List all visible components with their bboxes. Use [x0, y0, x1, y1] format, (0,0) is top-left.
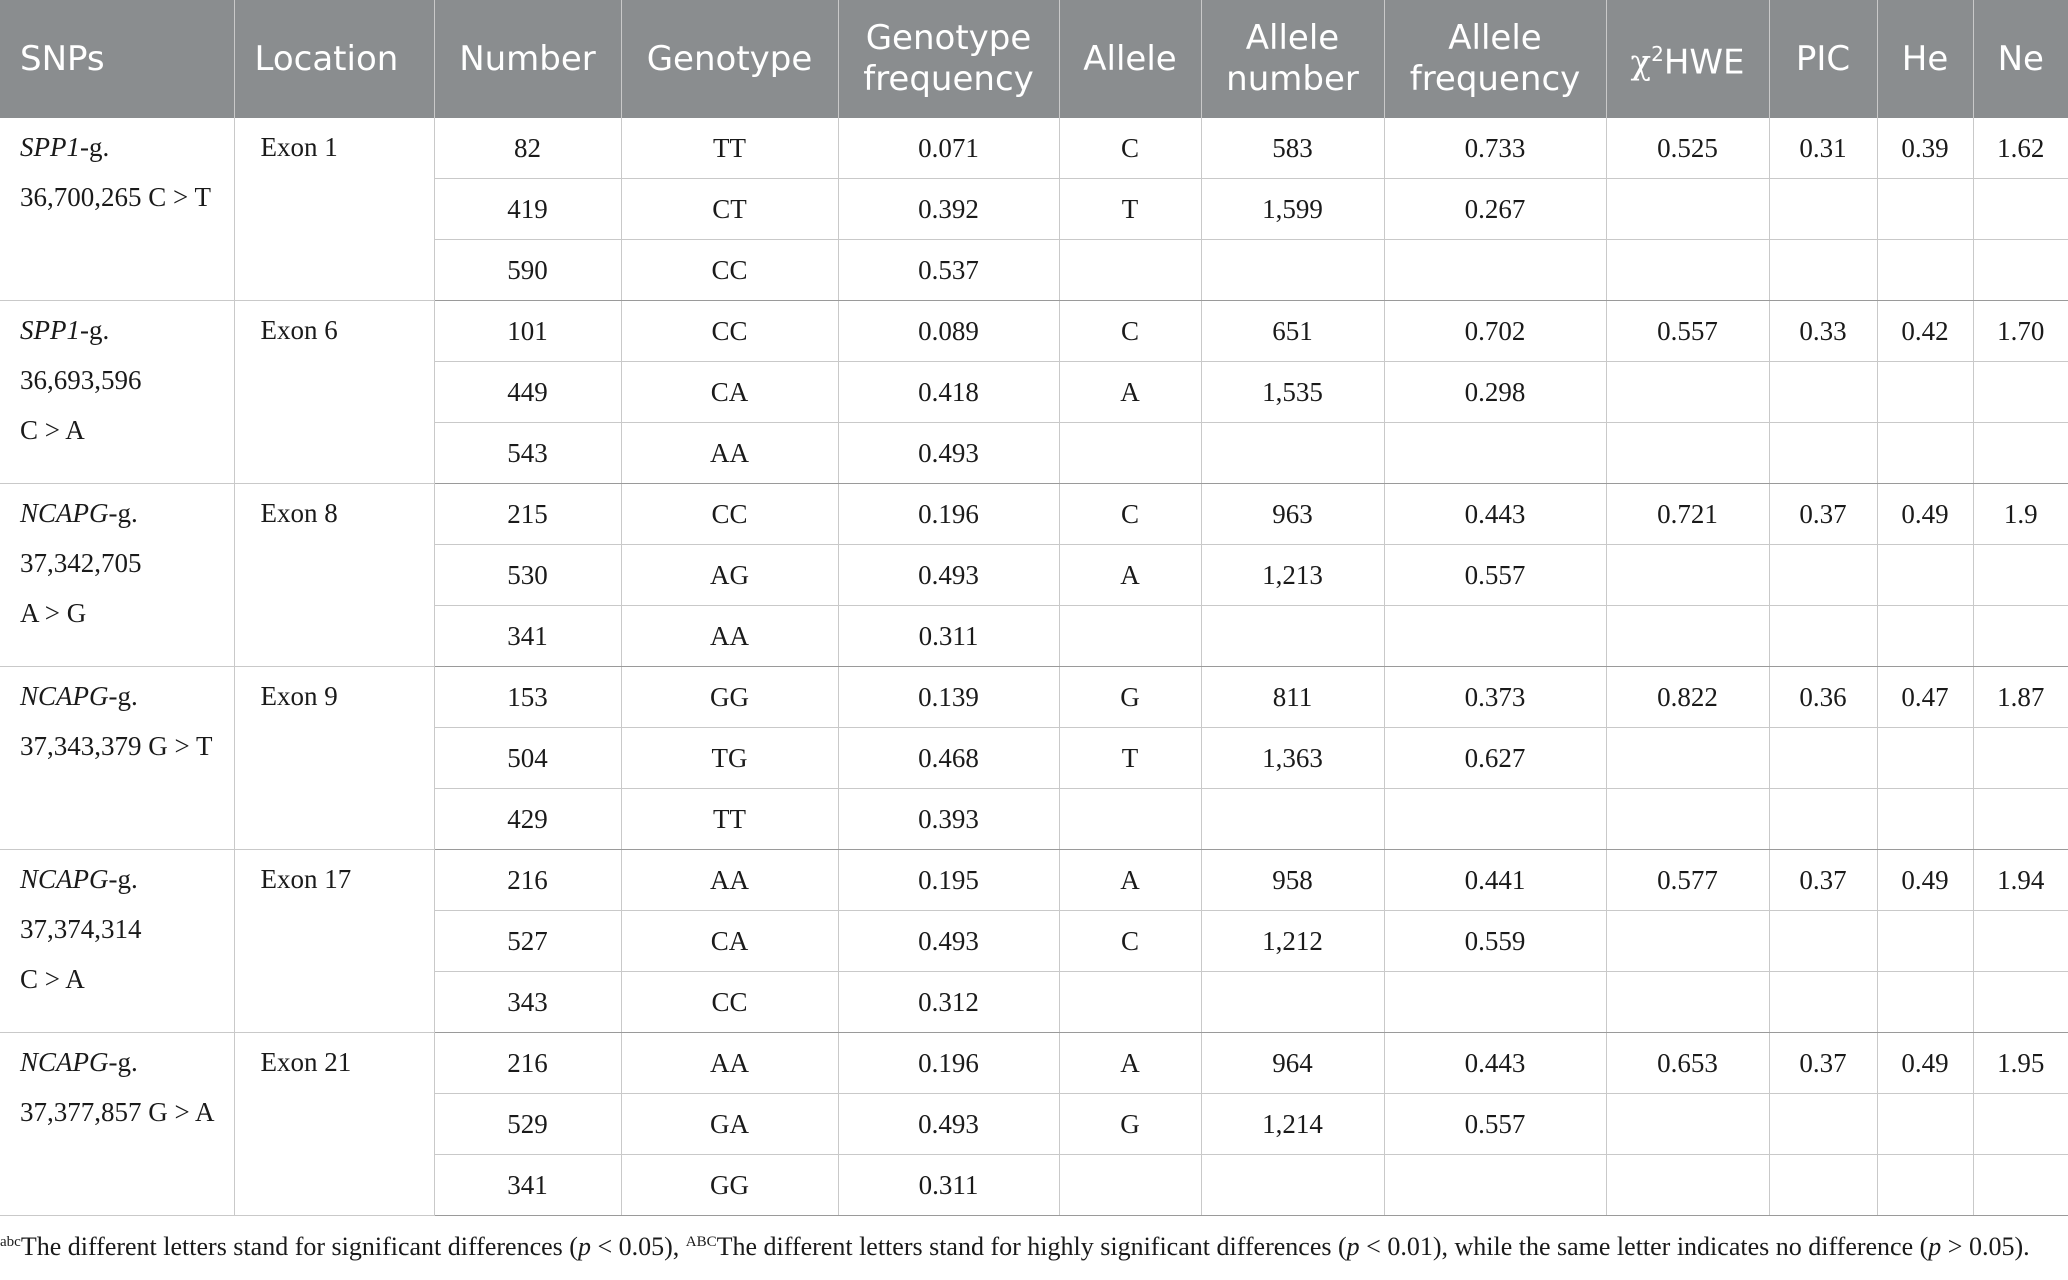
allele-frequency-cell: 0.441 [1384, 850, 1606, 911]
ne-cell [1973, 179, 2068, 240]
header-allele-frequency: Allele frequency [1384, 0, 1606, 118]
header-snps: SNPs [0, 0, 234, 118]
allele-number-cell: 583 [1201, 118, 1384, 179]
pic-cell [1769, 911, 1877, 972]
number-cell: 82 [434, 118, 621, 179]
he-cell [1877, 972, 1973, 1033]
allele-number-cell [1201, 423, 1384, 484]
snp-name-cell [0, 1033, 234, 1216]
allele-number-cell [1201, 789, 1384, 850]
genotype-cell: CC [621, 972, 838, 1033]
genotype-cell: GA [621, 1094, 838, 1155]
genotype-cell: AG [621, 545, 838, 606]
genotype-cell: GG [621, 1155, 838, 1216]
number-cell: 590 [434, 240, 621, 301]
snp-name-cell [0, 667, 234, 850]
genotype-frequency-cell: 0.418 [838, 362, 1059, 423]
genotype-cell: CC [621, 484, 838, 545]
snp-position-text: C > A [20, 964, 85, 994]
footnote-sup-ABC: ABC [685, 1234, 717, 1250]
allele-number-cell: 811 [1201, 667, 1384, 728]
genotype-cell: CA [621, 362, 838, 423]
header-ne: Ne [1973, 0, 2068, 118]
snp-position-text: 37,377,857 G > A [20, 1097, 215, 1127]
genotype-cell: CA [621, 911, 838, 972]
number-cell: 429 [434, 789, 621, 850]
chi2hwe-cell [1606, 179, 1769, 240]
chi2hwe-cell [1606, 728, 1769, 789]
location-cell: Exon 17 [234, 850, 434, 1033]
pic-cell: 0.33 [1769, 301, 1877, 362]
snp-position-text: -g. [108, 498, 138, 528]
header-genotype-frequency: Genotype frequency [838, 0, 1059, 118]
allele-frequency-cell: 0.267 [1384, 179, 1606, 240]
pic-cell [1769, 423, 1877, 484]
pic-cell [1769, 179, 1877, 240]
snp-position-text: -g. [108, 681, 138, 711]
he-cell: 0.39 [1877, 118, 1973, 179]
genotype-frequency-cell: 0.493 [838, 911, 1059, 972]
allele-cell: C [1059, 118, 1201, 179]
allele-cell [1059, 1155, 1201, 1216]
allele-frequency-cell [1384, 972, 1606, 1033]
pic-cell [1769, 789, 1877, 850]
location-cell: Exon 9 [234, 667, 434, 850]
ne-cell: 1.62 [1973, 118, 2068, 179]
snp-position-text: -g. [80, 132, 110, 162]
header-allele-number: Allele number [1201, 0, 1384, 118]
footnote-text-4: < 0.01), while the same letter indicates no difference ( [1359, 1232, 1929, 1261]
allele-cell: T [1059, 179, 1201, 240]
number-cell: 341 [434, 1155, 621, 1216]
pic-cell [1769, 1155, 1877, 1216]
allele-cell: C [1059, 484, 1201, 545]
allele-number-cell: 651 [1201, 301, 1384, 362]
allele-frequency-cell: 0.443 [1384, 1033, 1606, 1094]
ne-cell: 1.70 [1973, 301, 2068, 362]
allele-number-cell [1201, 240, 1384, 301]
allele-frequency-cell: 0.557 [1384, 545, 1606, 606]
genotype-cell: AA [621, 850, 838, 911]
allele-cell [1059, 789, 1201, 850]
number-cell: 530 [434, 545, 621, 606]
chi2hwe-cell [1606, 1155, 1769, 1216]
genotype-cell: CC [621, 240, 838, 301]
allele-number-cell: 964 [1201, 1033, 1384, 1094]
ne-cell [1973, 911, 2068, 972]
genotype-frequency-cell: 0.392 [838, 179, 1059, 240]
chi2hwe-cell: 0.822 [1606, 667, 1769, 728]
table-row [0, 1033, 2068, 1094]
ne-cell: 1.95 [1973, 1033, 2068, 1094]
he-cell: 0.49 [1877, 1033, 1973, 1094]
chi-symbol: χ [1630, 42, 1652, 83]
genotype-cell: AA [621, 1033, 838, 1094]
chi2hwe-cell [1606, 606, 1769, 667]
allele-frequency-cell: 0.559 [1384, 911, 1606, 972]
allele-number-cell: 958 [1201, 850, 1384, 911]
ne-cell [1973, 606, 2068, 667]
genotype-cell: GG [621, 667, 838, 728]
allele-frequency-cell: 0.443 [1384, 484, 1606, 545]
snp-position-text: 36,700,265 C > T [20, 182, 211, 212]
chi-label: HWE [1663, 42, 1745, 83]
allele-cell: G [1059, 667, 1201, 728]
ne-cell [1973, 1155, 2068, 1216]
pic-cell [1769, 545, 1877, 606]
allele-cell [1059, 972, 1201, 1033]
genotype-frequency-cell: 0.493 [838, 545, 1059, 606]
allele-number-cell: 1,599 [1201, 179, 1384, 240]
ne-cell [1973, 972, 2068, 1033]
allele-cell [1059, 240, 1201, 301]
number-cell: 449 [434, 362, 621, 423]
gene-name: NCAPG [20, 1047, 109, 1077]
chi2hwe-cell: 0.577 [1606, 850, 1769, 911]
header-location: Location [234, 0, 434, 118]
gene-name: NCAPG [20, 864, 109, 894]
snp-name-cell [0, 118, 234, 301]
snp-position-text: 37,374,314 [20, 914, 142, 944]
header-chi2hwe [1606, 0, 1769, 118]
allele-number-cell [1201, 606, 1384, 667]
pic-cell: 0.37 [1769, 1033, 1877, 1094]
chi2hwe-cell [1606, 240, 1769, 301]
pic-cell [1769, 1094, 1877, 1155]
chi2hwe-cell [1606, 972, 1769, 1033]
gene-name: SPP1 [20, 132, 80, 162]
header-number: Number [434, 0, 621, 118]
pic-cell: 0.37 [1769, 850, 1877, 911]
ne-cell [1973, 545, 2068, 606]
footnote-p-3: p [1928, 1232, 1942, 1261]
pic-cell [1769, 362, 1877, 423]
number-cell: 504 [434, 728, 621, 789]
footnote-text-2: < 0.05), [590, 1232, 686, 1261]
chi-superscript: 2 [1651, 42, 1664, 67]
he-cell [1877, 606, 1973, 667]
ne-cell [1973, 728, 2068, 789]
allele-number-cell: 1,213 [1201, 545, 1384, 606]
number-cell: 527 [434, 911, 621, 972]
number-cell: 341 [434, 606, 621, 667]
he-cell: 0.49 [1877, 850, 1973, 911]
chi2hwe-cell [1606, 545, 1769, 606]
location-cell: Exon 8 [234, 484, 434, 667]
he-cell [1877, 728, 1973, 789]
number-cell: 215 [434, 484, 621, 545]
number-cell: 101 [434, 301, 621, 362]
allele-cell [1059, 423, 1201, 484]
genotype-frequency-cell: 0.195 [838, 850, 1059, 911]
table-row [0, 301, 2068, 362]
allele-number-cell: 1,214 [1201, 1094, 1384, 1155]
he-cell: 0.49 [1877, 484, 1973, 545]
pic-cell: 0.37 [1769, 484, 1877, 545]
number-cell: 343 [434, 972, 621, 1033]
snp-position-text: A > G [20, 598, 87, 628]
allele-cell: A [1059, 362, 1201, 423]
chi2hwe-cell [1606, 362, 1769, 423]
ne-cell: 1.94 [1973, 850, 2068, 911]
snp-position-text: 37,343,379 G > T [20, 731, 213, 761]
genotype-cell: TT [621, 118, 838, 179]
header-he: He [1877, 0, 1973, 118]
pic-cell [1769, 728, 1877, 789]
genotype-frequency-cell: 0.071 [838, 118, 1059, 179]
pic-cell: 0.31 [1769, 118, 1877, 179]
allele-frequency-cell [1384, 789, 1606, 850]
chi2hwe-cell: 0.653 [1606, 1033, 1769, 1094]
genotype-frequency-cell: 0.468 [838, 728, 1059, 789]
ne-cell: 1.87 [1973, 667, 2068, 728]
table-footnote [0, 1232, 2068, 1262]
footnote-text-3: The different letters stand for highly significant differences ( [716, 1232, 1347, 1261]
genotype-cell: CT [621, 179, 838, 240]
allele-number-cell [1201, 1155, 1384, 1216]
ne-cell [1973, 1094, 2068, 1155]
allele-cell: G [1059, 1094, 1201, 1155]
he-cell [1877, 240, 1973, 301]
ne-cell [1973, 362, 2068, 423]
ne-cell [1973, 240, 2068, 301]
chi2hwe-cell [1606, 789, 1769, 850]
allele-frequency-cell: 0.298 [1384, 362, 1606, 423]
allele-frequency-cell: 0.702 [1384, 301, 1606, 362]
table-header [0, 0, 2068, 118]
location-cell: Exon 6 [234, 301, 434, 484]
allele-frequency-cell [1384, 423, 1606, 484]
genotype-frequency-cell: 0.196 [838, 484, 1059, 545]
snp-position-text: 37,342,705 [20, 548, 142, 578]
footnote-p-1: p [577, 1232, 591, 1261]
allele-cell: A [1059, 850, 1201, 911]
genotype-frequency-cell: 0.537 [838, 240, 1059, 301]
number-cell: 543 [434, 423, 621, 484]
snp-name-cell [0, 850, 234, 1033]
allele-frequency-cell: 0.373 [1384, 667, 1606, 728]
chi2hwe-cell [1606, 911, 1769, 972]
genotype-frequency-cell: 0.196 [838, 1033, 1059, 1094]
he-cell: 0.42 [1877, 301, 1973, 362]
table-row [0, 484, 2068, 545]
footnote-p-2: p [1346, 1232, 1360, 1261]
allele-frequency-cell [1384, 606, 1606, 667]
header-pic: PIC [1769, 0, 1877, 118]
allele-frequency-cell: 0.627 [1384, 728, 1606, 789]
footnote-text-1: The different letters stand for significant differences ( [20, 1232, 578, 1261]
number-cell: 216 [434, 1033, 621, 1094]
ne-cell [1973, 423, 2068, 484]
gene-name: NCAPG [20, 681, 109, 711]
gene-name: NCAPG [20, 498, 109, 528]
genotype-frequency-cell: 0.089 [838, 301, 1059, 362]
pic-cell [1769, 606, 1877, 667]
he-cell [1877, 423, 1973, 484]
allele-frequency-cell [1384, 240, 1606, 301]
allele-number-cell: 1,212 [1201, 911, 1384, 972]
ne-cell [1973, 789, 2068, 850]
footnote-sup-abc: abc [0, 1234, 21, 1250]
snp-name-cell [0, 484, 234, 667]
location-cell: Exon 21 [234, 1033, 434, 1216]
allele-cell: A [1059, 1033, 1201, 1094]
genotype-frequency-cell: 0.493 [838, 1094, 1059, 1155]
genotype-frequency-cell: 0.311 [838, 606, 1059, 667]
allele-number-cell: 1,363 [1201, 728, 1384, 789]
genotype-cell: CC [621, 301, 838, 362]
header-genotype: Genotype [621, 0, 838, 118]
location-cell: Exon 1 [234, 118, 434, 301]
pic-cell [1769, 972, 1877, 1033]
gene-name: SPP1 [20, 315, 80, 345]
allele-frequency-cell [1384, 1155, 1606, 1216]
allele-cell: A [1059, 545, 1201, 606]
he-cell: 0.47 [1877, 667, 1973, 728]
allele-number-cell: 963 [1201, 484, 1384, 545]
snp-position-text: 36,693,596 [20, 365, 142, 395]
he-cell [1877, 545, 1973, 606]
allele-number-cell: 1,535 [1201, 362, 1384, 423]
allele-frequency-cell: 0.557 [1384, 1094, 1606, 1155]
genotype-cell: TT [621, 789, 838, 850]
chi2hwe-cell: 0.525 [1606, 118, 1769, 179]
ne-cell: 1.9 [1973, 484, 2068, 545]
table-body [0, 118, 2068, 1216]
snp-position-text: -g. [80, 315, 110, 345]
genotype-frequency-cell: 0.311 [838, 1155, 1059, 1216]
he-cell [1877, 789, 1973, 850]
number-cell: 529 [434, 1094, 621, 1155]
pic-cell: 0.36 [1769, 667, 1877, 728]
genotype-cell: TG [621, 728, 838, 789]
genotype-cell: AA [621, 423, 838, 484]
snp-position-text: -g. [108, 864, 138, 894]
table-row [0, 850, 2068, 911]
table-row [0, 667, 2068, 728]
snp-position-text: -g. [108, 1047, 138, 1077]
allele-cell [1059, 606, 1201, 667]
header-allele: Allele [1059, 0, 1201, 118]
he-cell [1877, 1094, 1973, 1155]
genotype-cell: AA [621, 606, 838, 667]
allele-cell: C [1059, 301, 1201, 362]
table-row [0, 118, 2068, 179]
snp-name-cell [0, 301, 234, 484]
chi2hwe-cell: 0.721 [1606, 484, 1769, 545]
pic-cell [1769, 240, 1877, 301]
he-cell [1877, 911, 1973, 972]
chi2hwe-cell: 0.557 [1606, 301, 1769, 362]
footnote-text-5: > 0.05). [1941, 1232, 2030, 1261]
he-cell [1877, 179, 1973, 240]
genotype-frequency-cell: 0.312 [838, 972, 1059, 1033]
allele-cell: C [1059, 911, 1201, 972]
header-row [0, 0, 2068, 118]
genotype-frequency-cell: 0.393 [838, 789, 1059, 850]
chi2hwe-cell [1606, 1094, 1769, 1155]
genotype-frequency-cell: 0.493 [838, 423, 1059, 484]
genotype-frequency-cell: 0.139 [838, 667, 1059, 728]
he-cell [1877, 1155, 1973, 1216]
number-cell: 153 [434, 667, 621, 728]
allele-frequency-cell: 0.733 [1384, 118, 1606, 179]
allele-cell: T [1059, 728, 1201, 789]
snp-position-text: C > A [20, 415, 85, 445]
number-cell: 419 [434, 179, 621, 240]
allele-number-cell [1201, 972, 1384, 1033]
number-cell: 216 [434, 850, 621, 911]
he-cell [1877, 362, 1973, 423]
chi2hwe-cell [1606, 423, 1769, 484]
